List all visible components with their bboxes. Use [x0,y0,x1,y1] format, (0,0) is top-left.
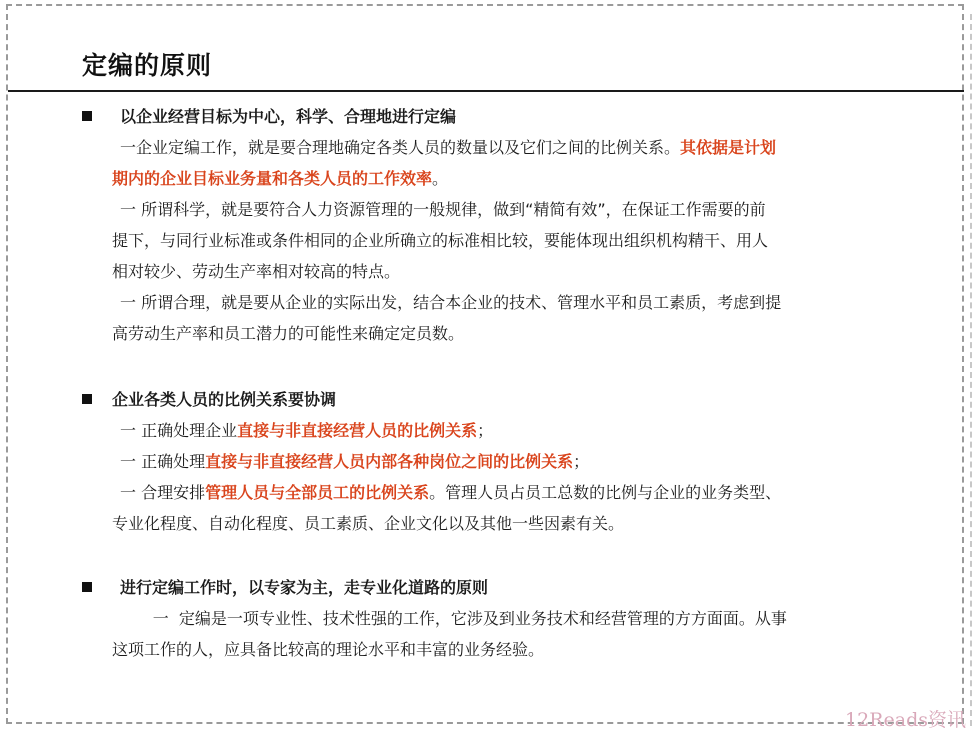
section-2-heading-text: 企业各类人员的比例关系要协调 [112,390,337,409]
section-1-line-3 [120,194,902,225]
section-3 [82,573,902,665]
section-3-line-2 [112,634,902,665]
section-3-body [112,603,902,665]
text: 一 正确处理企业 [120,421,238,440]
text: 提下，与同行业标准或条件相同的企业所确立的标准相比较，要能体现出组织机构精干、用人 [112,231,769,250]
text: 这项工作的人，应具备比较高的理论水平和丰富的业务经验。 [112,640,545,659]
section-1-line-6 [120,287,902,318]
square-bullet-icon [82,582,92,592]
section-1-heading-text: 以企业经营目标为中心，科学、合理地进行定编 [120,107,457,126]
highlight-text: 其依据是计划 [680,138,777,157]
text: 相对较少、劳动生产率相对较高的特点。 [112,262,401,281]
section-1-body [112,132,902,349]
text: ； [477,421,494,440]
text: 高劳动生产率和员工潜力的可能性来确定定员数。 [112,324,465,343]
text: 。管理人员占员工总数的比例与企业的业务类型、 [429,483,782,502]
watermark: 12Reads资讯 [845,709,966,731]
section-1-line-4 [112,225,902,256]
highlight-text: 直接与非直接经营人员的比例关系 [237,421,478,440]
section-2-line-2 [120,446,902,477]
section-1-line-2 [112,163,902,194]
highlight-text: 管理人员与全部员工的比例关系 [205,483,430,502]
highlight-text: 直接与非直接经营人员内部各种岗位之间的比例关系 [205,452,574,471]
text: 专业化程度、自动化程度、员工素质、企业文化以及其他一些因素有关。 [112,514,625,533]
text: 一 合理安排 [120,483,206,502]
square-bullet-icon [82,394,92,404]
section-2-heading [82,385,902,415]
text: 。 [432,169,449,188]
highlight-text: 期内的企业目标业务量和各类人员的工作效率 [112,169,433,188]
section-1-line-7 [112,318,902,349]
text: 一 所谓合理，就是要从企业的实际出发，结合本企业的技术、管理水平和员工素质，考虑到提 [120,293,782,312]
section-2 [82,385,902,539]
section-1-heading [82,102,902,132]
text: 一 所谓科学，就是要符合人力资源管理的一般规律，做到“精简有效”，在保证工作需要的前 [120,200,766,219]
section-1-line-1 [120,132,902,163]
section-3-line-1 [112,603,902,634]
section-2-body [112,415,902,539]
section-2-line-3 [120,477,902,508]
text: ； [573,452,590,471]
slide-title: 定编的原则 [82,51,213,80]
section-3-heading-text: 进行定编工作时，以专家为主，走专业化道路的原则 [120,578,489,597]
section-3-heading [82,573,902,603]
section-2-line-1 [120,415,902,446]
title-divider [8,90,964,92]
section-1 [82,102,902,349]
text: 一企业定编工作，就是要合理地确定各类人员的数量以及它们之间的比例关系。 [120,138,681,157]
section-2-line-4 [112,508,902,539]
square-bullet-icon [82,111,92,121]
section-1-line-5 [112,256,902,287]
text: 一 定编是一项专业性、技术性强的工作，它涉及到业务技术和经营管理的方方面面。从事 [112,609,787,628]
text: 一 正确处理 [120,452,206,471]
